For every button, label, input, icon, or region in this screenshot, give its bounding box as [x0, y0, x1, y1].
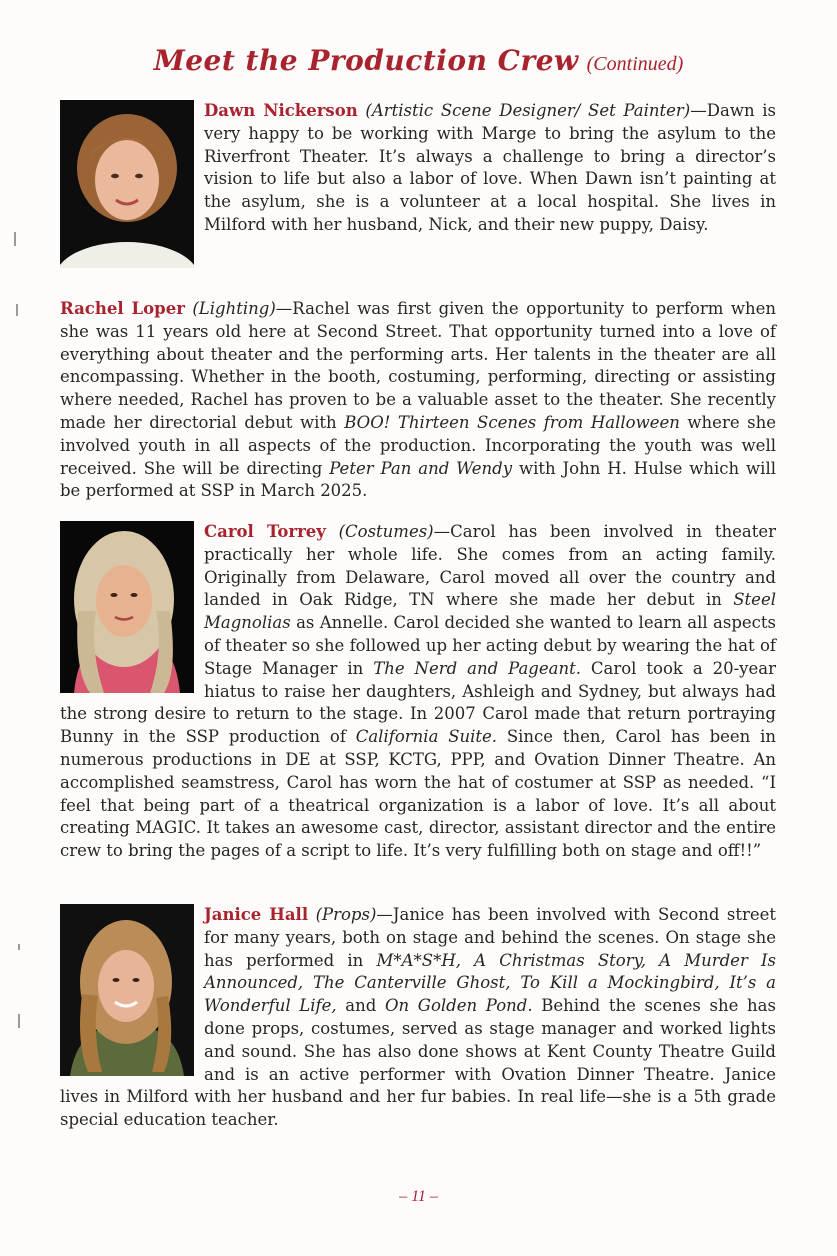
crew-name: Janice Hall [204, 905, 309, 924]
bio-text: Carol took a 20-year hiatus to raise her daughters, Ashleigh and Sydney, but always had the strong desire to return to the stage. In 2007 Carol made that return portraying Bunny in the SSP production of [60, 658, 776, 747]
crew-role: (Lighting) [192, 299, 276, 318]
em-dash: — [376, 905, 393, 924]
crew-name: Rachel Loper [60, 299, 185, 318]
crew-role: (Costumes) [338, 522, 434, 541]
em-dash: — [690, 101, 707, 120]
bio-text: Carol has been involved in theater practically her whole life. She comes from an acting family. Originally from Delaware, Carol moved all over the country and landed in Oak Ridge, TN where she made her debut in [204, 522, 776, 610]
bio-text: Since then, Carol has been in numerous productions in DE at SSP, KCTG, PPP, and Ovation Dinner Theatre. An accomplished seamstress, Carol has worn the hat of costumer at SSP as needed. “I feel that being part of a theatrical organization is a labor of love. It’s all about creating MAGIC. It takes an awesome cast, director, assistant director and the entire crew to bring the pages of a script to life. It’s very fulfilling both on stage and off!!” [60, 727, 776, 861]
bio-carol-torrey [60, 521, 776, 863]
bio-text: as Annelle. Carol decided she wanted to learn all aspects of theater so she followed up her acting debut by wearing the hat of Stage Manager in [204, 613, 776, 678]
headshot-dawn [60, 100, 194, 268]
bio-text: with John H. Hulse which will be performed at SSP in March 2025. [60, 458, 777, 501]
bio-text: Janice has been involved with Second street for many years, both on stage and behind the scenes. On stage she has performed in [204, 905, 776, 970]
production-title: On Golden Pond. [384, 996, 533, 1016]
bio-text: Rachel was first given the opportunity to perform when she was 11 years old here at Second Street. That opportunity turned into a love of everything about theater and the performing arts. Her talents in the theater are all encompassing. Whether in the booth, costuming, performing, directing or assisting where needed, Rachel has proven to be a valuable asset to the theater. She recently made her directorial debut with [60, 299, 776, 432]
bio-text: and [336, 996, 385, 1016]
page-number: – 11 – [399, 1188, 438, 1205]
bio-dawn-nickerson [60, 100, 776, 270]
bio-rachel-loper [60, 298, 776, 503]
bio-text: Dawn is very happy to be working with Marge to bring the asylum to the Riverfront Theater. It’s always a challenge to bring a director’s vision to life but also a labor of love. When Dawn isn’t painting at the asylum, she is a volunteer at a local hospital. She lives in Milford with her husband, Nick, and their new puppy, Daisy. [204, 101, 776, 234]
em-dash: — [433, 522, 451, 541]
scan-mark [16, 304, 18, 316]
em-dash: — [275, 299, 293, 318]
headshot-carol [60, 521, 194, 693]
production-title: The Nerd and Pageant. [373, 658, 581, 678]
headshot-janice [60, 904, 194, 1076]
crew-role: (Artistic Scene Designer/ Set Painter) [365, 101, 691, 120]
production-title: California Suite. [355, 727, 498, 747]
bio-text: where she involved youth in all aspects of the production. Incorporating the youth was well received. She will be directing [60, 412, 777, 478]
production-title: Steel Magnolias [204, 590, 776, 633]
page-title-main: Meet the Production Crew [153, 44, 579, 77]
bio-text: Behind the scenes she has done props, costumes, served as stage manager and worked lights and sound. She has also done shows at Kent County Theatre Guild and is an active performer with Ovation Dinner Theatre. Janice lives in Milford with her husband and her fur babies. In real life—she is a 5th grade special education teacher. [60, 996, 776, 1130]
page-title-sub: (Continued) [586, 53, 684, 75]
bio-janice-hall [60, 904, 776, 1132]
scan-mark [14, 232, 16, 246]
production-title: M*A*S*H, A Christmas Story, A Murder Is Announced, The Canterville Ghost, To Kill a Mockingbird, It’s a Wonderful Life, [204, 950, 776, 1016]
scan-mark [18, 1014, 20, 1028]
scan-mark [18, 944, 20, 950]
page-title [0, 44, 837, 77]
crew-role: (Props) [315, 905, 377, 924]
production-title: BOO! Thirteen Scenes from Halloween [344, 412, 680, 432]
crew-name: Dawn Nickerson [204, 101, 358, 120]
production-title: Peter Pan and Wendy [329, 458, 513, 478]
crew-name: Carol Torrey [204, 522, 326, 541]
